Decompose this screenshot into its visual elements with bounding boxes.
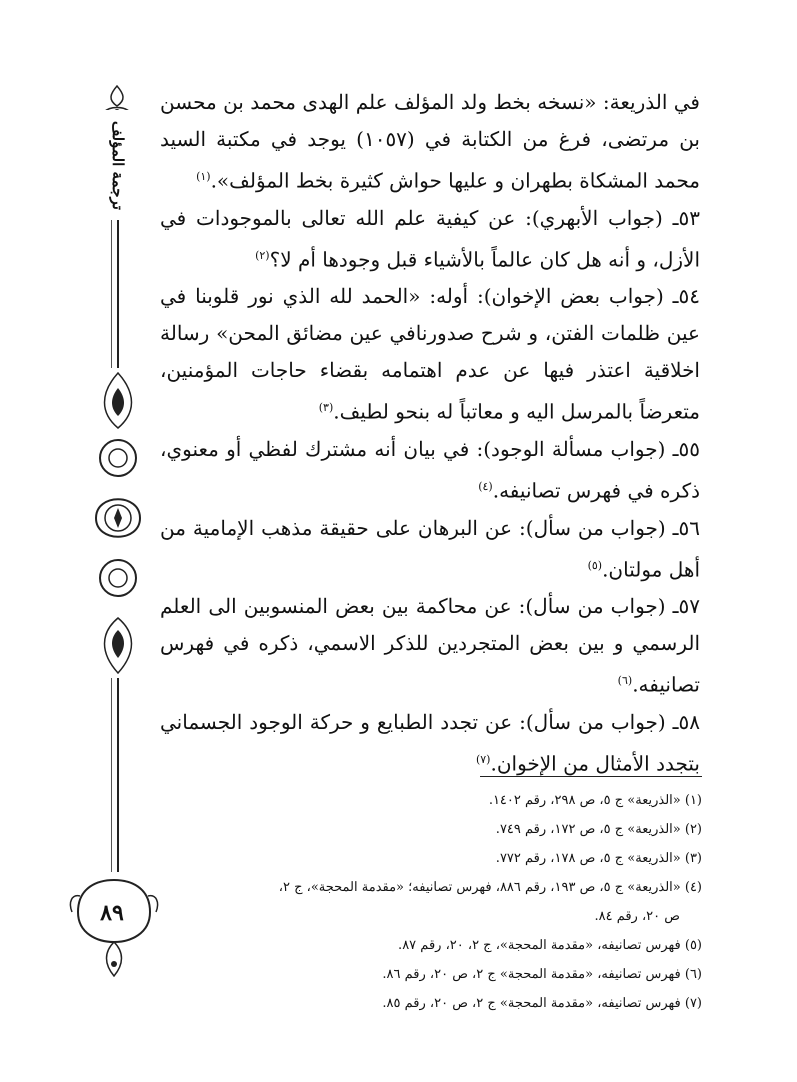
page-number: ٨٩ [100, 900, 124, 926]
bottom-ornament-icon [68, 872, 160, 982]
footnote-ref: (٥) [587, 558, 603, 572]
footnote-4: (٤) «الذريعة» ج ٥، ص ١٩٣، رقم ٨٨٦، فهرس تصانيفه؛ «مقدمة المحجة»، ج ٢، [278, 880, 702, 895]
paragraph-intro: في الذريعة: «نسخه بخط ولد المؤلف علم الهدى محمد بن محسن بن مرتضى، فرغ من الكتابة في (١٠٥٧) يوجد في مكتبة السيد محمد المشكاة بطهران و عليها حواش كثيرة بخط المؤلف».$^{(١)}$ [160, 90, 700, 193]
footnote-ref: (١) [196, 170, 211, 183]
footnote-divider [480, 776, 702, 777]
footnote-3: (٣) «الذريعة» ج ٥، ص ١٧٨، رقم ٧٧٢. [495, 851, 702, 866]
running-header-title: ترجمة المؤلف [98, 110, 138, 220]
footnote-6: (٦) فهرس تصانيفه، «مقدمة المحجة» ج ٢، ص ٢٠، رقم ٨٦. [382, 967, 702, 982]
footnote-ref: (٣) [318, 401, 334, 415]
footnote-5: (٥) فهرس تصانيفه، «مقدمة المحجة»، ج ٢، ٢٠، رقم ٨٧. [398, 938, 702, 953]
paragraph-item-58: ٥٨ـ (جواب من سأل): عن تجدد الطبايع و حركة الوجود الجسماني بتجدد الأمثال من الإخوان.$^{(٧)}$ [160, 709, 700, 776]
paragraph-item-56: ٥٦ـ (جواب من سأل): عن البرهان على حقيقة مذهب الإمامية من أهل مولتان.$^{(٥)}$ [160, 515, 700, 582]
footnotes [150, 786, 702, 1018]
footnote-7: (٧) فهرس تصانيفه، «مقدمة المحجة» ج ٢، ص ٢٠، رقم ٨٥. [382, 996, 702, 1011]
floral-ornament-icon [92, 368, 144, 678]
footnote-2: (٢) «الذريعة» ج ٥، ص ١٧٢، رقم ٧٤٩. [495, 822, 702, 837]
footnote-ref: (٢) [255, 248, 270, 262]
footnote-ref: (٤) [478, 479, 493, 493]
paragraph-item-57: ٥٧ـ (جواب من سأل): عن محاكمة بين بعض المنسوبين الى العلم الرسمي و بين بعض المتجردين للذكر الاسمي، ذكره في فهرس تصانيفه.$^{(٦)}$ [160, 594, 700, 697]
paragraph-item-55: ٥٥ـ (جواب مسألة الوجود): في بيان أنه مشترك لفظي أو معنوي، ذكره في فهرس تصانيفه.$^{(٤)}$ [160, 436, 700, 503]
main-text [160, 84, 700, 783]
footnote-ref: (٦) [617, 674, 633, 688]
paragraph-item-53: ٥٣ـ (جواب الأبهري): عن كيفية علم الله تعالى بالموجودات في الأزل، و أنه هل كان عالماً بالأشياء قبل وجودها أم لا؟$^{(٢)}$ [160, 205, 700, 272]
footnote-ref: (٧) [475, 752, 491, 766]
footnote-4-continued: ص ٢٠، رقم ٨٤. [594, 909, 680, 924]
paragraph-item-54: ٥٤ـ (جواب بعض الإخوان): أوله: «الحمد لله الذي نور قلوبنا في عين ظلمات الفتن، و شرح صدورنافي عين مضائق المحن» رسالة اخلاقية اعتذر فيها عن عدم اهتمامه بقضاء حاجات المؤمنين، متعرضاً بالمرسل اليه و معاتباً له بنحو لطيف.$^{(٣)}$ [160, 284, 700, 424]
footnote-1: (١) «الذريعة» ج ٥، ص ٢٩٨، رقم ١٤٠٢. [488, 793, 702, 808]
